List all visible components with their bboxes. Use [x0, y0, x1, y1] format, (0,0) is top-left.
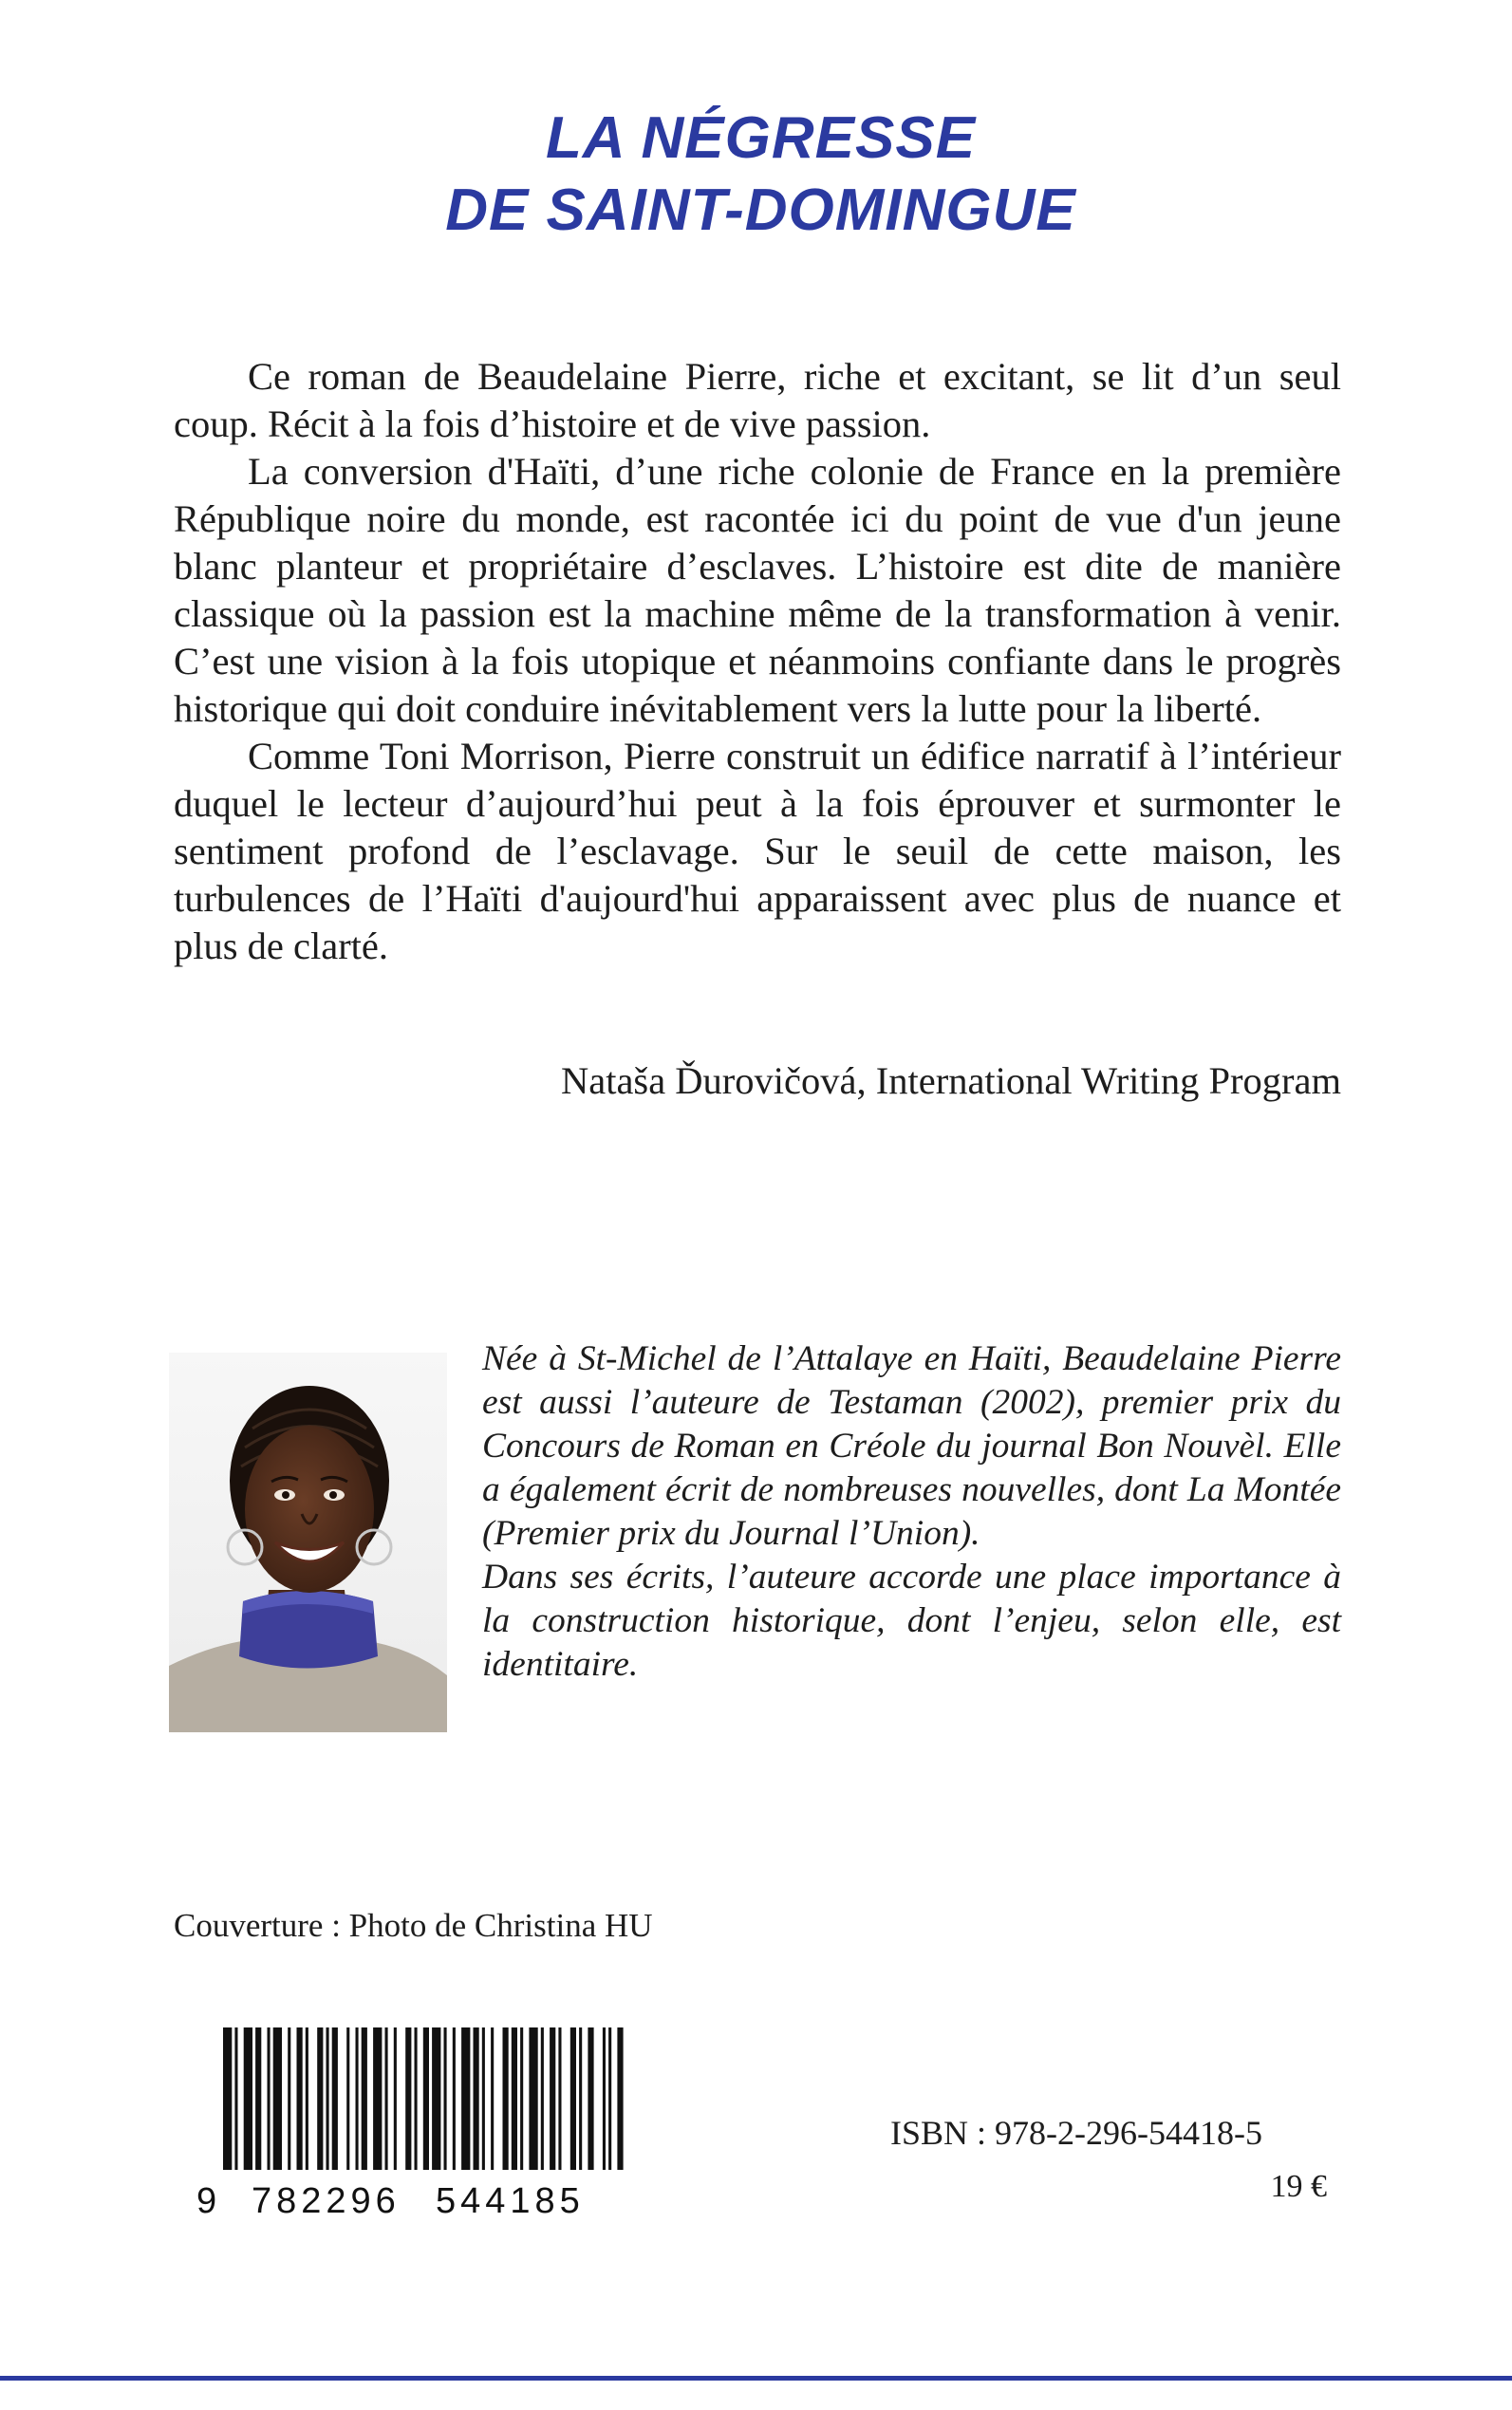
barcode-bar — [608, 2027, 611, 2170]
barcode-bar — [255, 2027, 261, 2170]
barcode-digit-left: 9 — [196, 2181, 217, 2217]
barcode-bar — [356, 2027, 359, 2170]
barcode-bar — [570, 2027, 576, 2170]
barcode-bar — [491, 2027, 494, 2170]
barcode-bar — [373, 2027, 382, 2170]
bottom-rule — [0, 2376, 1512, 2381]
barcode-bar — [444, 2027, 447, 2170]
barcode-bar — [432, 2027, 440, 2170]
barcode-bar — [268, 2027, 271, 2170]
barcode-bar — [385, 2027, 388, 2170]
barcode-digits-right: 544185 — [436, 2181, 585, 2217]
barcode-bar — [405, 2027, 411, 2170]
barcode-bar — [362, 2027, 367, 2170]
barcode-bar — [244, 2027, 252, 2170]
barcode-bar — [234, 2027, 237, 2170]
barcode-bar — [461, 2027, 470, 2170]
blurb-paragraph-2: La conversion d'Haïti, d’une riche colonie de France en la première République noire du monde, est racontée ici du point de vue d'un jeune blanc planteur et propriétaire d’esclaves. L’histoire est dite de manière classique où la passion est la machine même de la transformation à venir. C’est une vision à la fois utopique et néanmoins confiante dans le progrès historique qui doit conduire inévitablement vers la lutte pour la liberté. — [174, 450, 1341, 730]
isbn-number: ISBN : 978-2-296-54418-5 — [890, 2114, 1262, 2152]
barcode-bar — [579, 2027, 582, 2170]
barcode-bar — [223, 2027, 232, 2170]
book-title-line-2: DE SAINT-DOMINGUE — [445, 177, 1076, 243]
bio-paragraph-1: Née à St-Michel de l’Attalaye en Haïti, Beaudelaine Pierre est aussi l’auteure de Testaman (2002), premier prix du Concours de Roman en Créole du journal Bon Nouvèl. Elle a également écrit de nombreuses nouvelles, dont La Montée (Premier prix du Journal l’Union). — [482, 1339, 1341, 1553]
barcode-bar — [474, 2027, 479, 2170]
blurb-signature: Nataša Ďurovičová, International Writing Program — [560, 1059, 1341, 1102]
barcode-bar — [327, 2027, 329, 2170]
barcode-bars — [223, 2027, 624, 2170]
barcode-bar — [503, 2027, 509, 2170]
author-bio — [482, 1337, 1341, 1687]
barcode-bar — [603, 2027, 606, 2170]
barcode-bar — [520, 2027, 523, 2170]
barcode-bar — [482, 2027, 485, 2170]
cover-credit: Couverture : Photo de Christina HU — [174, 1907, 653, 1944]
blurb-paragraph-3: Comme Toni Morrison, Pierre construit un édifice narratif à l’intérieur duquel le lecteur d’aujourd’hui peut à la fois éprouver et surmonter le sentiment profond de l’esclavage. Sur le seuil de cette maison, les turbulences de l’Haïti d'aujourd'hui apparaissent avec plus de nuance et plus de clarté. — [174, 735, 1341, 967]
author-photo — [169, 1353, 447, 1732]
barcode-bar — [346, 2027, 349, 2170]
barcode-bar — [317, 2027, 323, 2170]
barcode-bar — [306, 2027, 308, 2170]
barcode-bar — [423, 2027, 429, 2170]
barcode-bar — [288, 2027, 290, 2170]
barcode-bar — [558, 2027, 561, 2170]
barcode-digits-mid: 782296 — [252, 2181, 401, 2217]
price: 19 € — [1270, 2169, 1327, 2204]
barcode — [196, 2027, 639, 2217]
review-blurb — [174, 353, 1341, 970]
barcode-bar — [512, 2027, 517, 2170]
barcode-bar — [394, 2027, 397, 2170]
barcode-bar — [453, 2027, 456, 2170]
barcode-bar — [415, 2027, 418, 2170]
bio-paragraph-2: Dans ses écrits, l’auteure accorde une place importance à la construction historique, dont l’enjeu, selon elle, est identitaire. — [482, 1558, 1341, 1684]
barcode-bar — [529, 2027, 537, 2170]
barcode-bar — [273, 2027, 282, 2170]
barcode-bar — [297, 2027, 303, 2170]
barcode-bar — [541, 2027, 544, 2170]
blurb-paragraph-1: Ce roman de Beaudelaine Pierre, riche et excitant, se lit d’un seul coup. Récit à la fois d’histoire et de vive passion. — [174, 355, 1341, 445]
book-title-line-1: LA NÉGRESSE — [545, 105, 977, 171]
barcode-bar — [588, 2027, 593, 2170]
barcode-bar — [550, 2027, 555, 2170]
barcode-bar — [617, 2027, 623, 2170]
barcode-bar — [332, 2027, 338, 2170]
book-title — [0, 103, 1512, 247]
